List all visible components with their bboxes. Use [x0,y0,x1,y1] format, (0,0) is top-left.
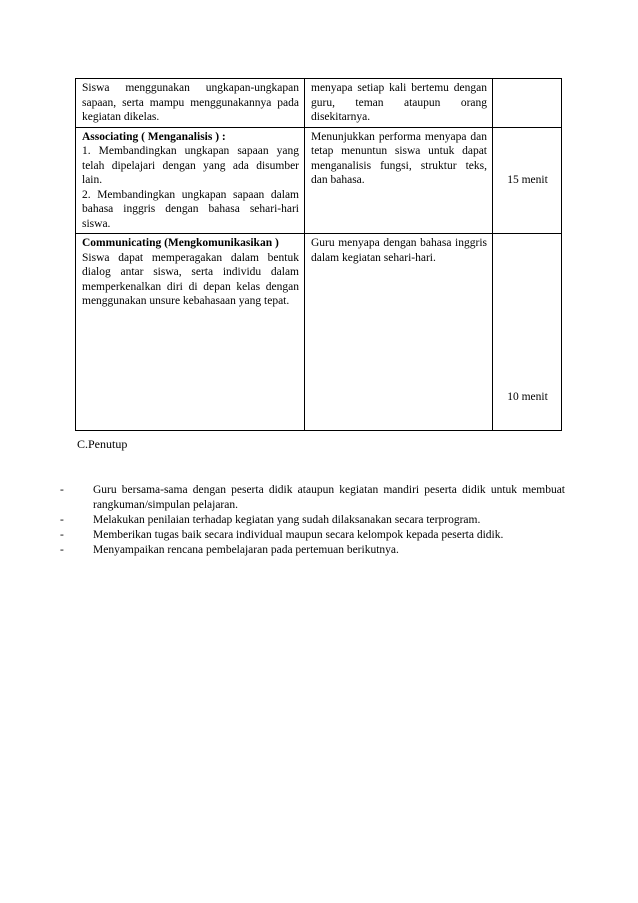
list-item: - Menyampaikan rencana pembelajaran pada pertemuan berikutnya. [60,544,399,556]
associating-heading: Associating ( Menganalisis ) : [82,130,226,143]
bullet-dash: - [60,484,64,496]
assessment-cell: Menunjukkan performa menyapa dan tetap menuntun siswa untuk dapat menganalisis fungsi, struktur teks, dan bahasa. [305,127,493,234]
closing-list [60,483,565,558]
table-row [76,79,562,128]
communicating-text: Siswa dapat memperagakan dalam bentuk dialog antar siswa, serta individu dalam memperkenalkan diri di depan kelas dengan menggunakan unsure kebahasaan yang tepat. [82,251,299,307]
list-item: - Memberikan tugas baik secara individual maupun secara kelompok kepada peserta didik. [60,529,504,541]
bullet-dash: - [60,514,64,526]
section-title: C.Penutup [77,437,128,451]
activity-cell [76,234,305,431]
assessment-cell: menyapa setiap kali bertemu dengan guru, teman ataupun orang disekitarnya. [305,79,493,128]
activity-cell: Siswa menggunakan ungkapan-ungkapan sapaan, serta mampu menggunakannya pada kegiatan dikelas. [76,79,305,128]
associating-item-2: 2. Membandingkan ungkapan sapaan dalam bahasa inggris dengan bahasa sehari-hari siswa. [82,188,299,230]
time-cell: 15 menit [493,127,562,234]
bullet-dash: - [60,529,64,541]
time-cell: 10 menit [493,234,562,431]
time-cell [493,79,562,128]
associating-item-1: 1. Membandingkan ungkapan sapaan yang telah dipelajari dengan yang ada disumber lain. [82,145,299,186]
list-item: - Melakukan penilaian terhadap kegiatan yang sudah dilaksanakan secara terprogram. [60,514,481,526]
communicating-heading: Communicating (Mengkomunikasikan ) [82,237,279,249]
list-item: - Guru bersama-sama dengan peserta didik ataupun kegiatan mandiri peserta didik untuk membuat rangkuman/simpulan pelajaran. [60,484,565,511]
bullet-dash: - [60,544,64,556]
lesson-activity-table [75,78,562,431]
activity-cell [76,127,305,234]
assessment-cell: Guru menyapa dengan bahasa inggris dalam kegiatan sehari-hari. [305,234,493,431]
table-row [76,234,562,431]
table-row [76,127,562,234]
